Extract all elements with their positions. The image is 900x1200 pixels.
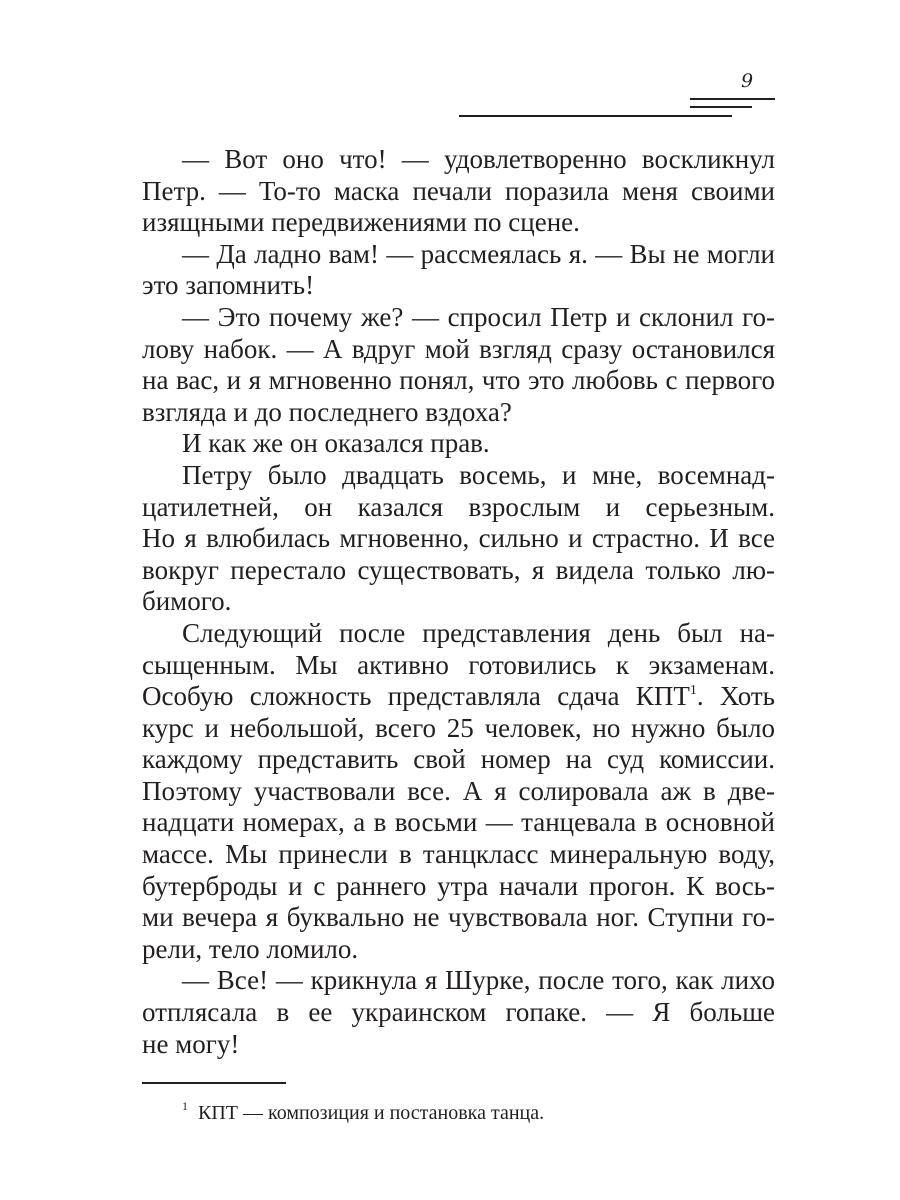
text-line-content: бимого.	[142, 586, 232, 617]
text-line-content: массе. Мы принесли в танцкласс минеральную воду,	[142, 839, 775, 870]
text-line	[142, 934, 775, 966]
text-line	[142, 1029, 775, 1061]
text-line	[142, 460, 775, 492]
text-line-content: отплясала в ее украинском гопаке. — Я больше	[142, 997, 775, 1028]
text-line-content: — Это почему же? — спросил Петр и склонил го-	[182, 301, 775, 332]
text-line	[142, 807, 775, 839]
page-number: 9	[740, 70, 754, 92]
header-rule-middle	[690, 106, 752, 108]
text-line	[142, 744, 775, 776]
text-line	[142, 586, 775, 618]
text-line	[142, 681, 775, 713]
text-line	[142, 270, 775, 302]
text-line	[142, 871, 775, 903]
text-line-content: не могу!	[142, 1028, 240, 1059]
text-line-content: изящными передвижениями по сцене.	[142, 207, 580, 238]
text-line	[142, 207, 775, 239]
text-line-content: Следующий после представления день был на-	[182, 617, 775, 648]
text-line-content: лову набок. — А вдруг мой взгляд сразу остановился	[142, 333, 775, 364]
footnote	[182, 1094, 544, 1125]
text-line-content: Особую сложность представляла сдача КПТ	[142, 681, 690, 712]
header-rule-long	[459, 115, 732, 117]
text-line	[142, 713, 775, 745]
text-line	[142, 902, 775, 934]
header-rule-top	[690, 98, 775, 100]
text-line-content: Петру было двадцать восемь, и мне, восемнад-	[182, 459, 775, 490]
text-line-content: цатилетней, он казался взрослым и серьезным.	[142, 491, 775, 522]
footnote-mark: 1	[182, 1099, 188, 1113]
text-line	[142, 776, 775, 808]
text-line-content: Петр. — То-то маска печали поразила меня своими	[142, 175, 775, 206]
text-line	[142, 428, 775, 460]
text-line-content: надцати номерах, а в восьми — танцевала в основной	[142, 807, 775, 838]
footnote-reference: 1	[689, 683, 697, 699]
text-line-content: каждому представить свой номер на суд комиссии.	[142, 744, 775, 775]
text-line-content: И как же он оказался прав.	[182, 428, 490, 459]
text-line	[142, 618, 775, 650]
text-line-content: ми вечера я буквально не чувствовала ног. Ступни го-	[142, 902, 775, 933]
text-line	[142, 365, 775, 397]
text-line-content: — Все! — крикнула я Шурке, после того, как лихо	[182, 965, 775, 996]
text-line	[142, 176, 775, 208]
text-line-content: Но я влюбилась мгновенно, сильно и страстно. И все	[142, 523, 775, 554]
footnote-separator	[142, 1082, 286, 1084]
text-line-content: бутерброды и с раннего утра начали прогон. К вось-	[142, 870, 775, 901]
text-line	[142, 397, 775, 429]
text-line	[142, 555, 775, 587]
text-line-continuation: . Хоть	[696, 681, 775, 712]
text-line	[142, 492, 775, 524]
footnote-text: КПТ — композиция и постановка танца.	[198, 1102, 545, 1124]
text-line-content: — Да ладно вам! — рассмеялась я. — Вы не могли	[182, 238, 775, 269]
text-line	[142, 997, 775, 1029]
text-line-content: на вас, и я мгновенно понял, что это любовь с первого	[142, 365, 775, 396]
text-line	[142, 523, 775, 555]
text-line	[142, 144, 775, 176]
body-text	[142, 144, 775, 1060]
text-line	[142, 650, 775, 682]
text-line-content: это запомнить!	[142, 270, 315, 301]
text-line	[142, 302, 775, 334]
text-line	[142, 334, 775, 366]
text-line-content: сыщенным. Мы активно готовились к экзаменам.	[142, 649, 775, 680]
text-line	[142, 239, 775, 271]
text-line-content: взгляда и до последнего вздоха?	[142, 396, 512, 427]
text-line-content: курс и небольшой, всего 25 человек, но нужно было	[142, 712, 775, 743]
text-line	[142, 965, 775, 997]
text-line-content: — Вот оно что! — удовлетворенно воскликнул	[182, 144, 775, 174]
text-line-content: вокруг перестало существовать, я видела только лю-	[142, 554, 775, 585]
text-line-content: Поэтому участвовали все. А я солировала аж в две-	[142, 775, 775, 806]
text-line-content: рели, тело ломило.	[142, 933, 359, 964]
text-line	[142, 839, 775, 871]
